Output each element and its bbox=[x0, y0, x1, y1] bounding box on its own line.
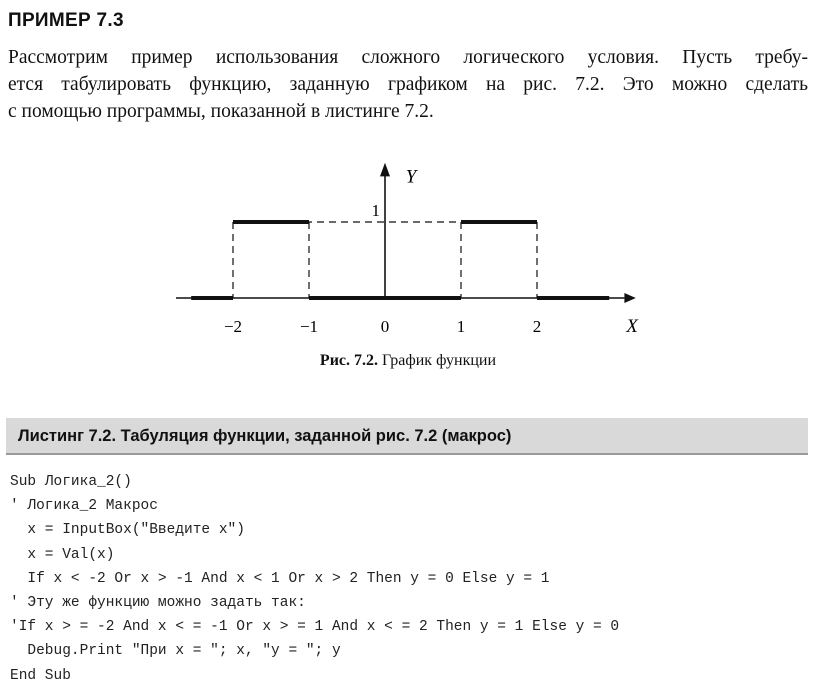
figure-caption bbox=[0, 352, 816, 370]
y-axis-label: Y bbox=[405, 166, 417, 188]
listing-title: Листинг 7.2. Табуляция функции, заданной рис. 7.2 (макрос) bbox=[18, 427, 512, 445]
x-tick-label: 2 bbox=[532, 317, 542, 336]
x-axis-label: X bbox=[626, 316, 638, 337]
code-line: If x < -2 Or x > -1 And x < 1 Or x > 2 Then y = 0 Else y = 1 bbox=[10, 570, 550, 587]
code-listing bbox=[10, 470, 619, 688]
code-line: ' Эту же функцию можно задать так: bbox=[10, 594, 306, 611]
paragraph-line: Рассмотрим пример использования сложного логического условия. Пусть требу- bbox=[8, 47, 808, 68]
y-tick-label: 1 bbox=[371, 201, 380, 220]
x-tick-label: 1 bbox=[456, 317, 466, 336]
code-line: Debug.Print "При x = "; x, "y = "; y bbox=[10, 643, 341, 660]
code-line: 'If x > = -2 And x < = -1 Or x > = 1 And x < = 2 Then y = 1 Else y = 0 bbox=[10, 619, 620, 636]
example-heading: ПРИМЕР 7.3 bbox=[8, 10, 124, 31]
code-line: End Sub bbox=[10, 667, 71, 684]
paragraph-line: ется табулировать функцию, заданную графиком на рис. 7.2. Это можно сделать bbox=[8, 74, 808, 95]
figure-label: Рис. 7.2. bbox=[319, 352, 379, 369]
x-tick-label: 0 bbox=[380, 317, 390, 336]
x-axis-arrow-icon bbox=[624, 293, 635, 303]
code-line: ' Логика_2 Макрос bbox=[10, 498, 158, 515]
listing-title-bar bbox=[6, 418, 808, 455]
code-line: x = InputBox("Введите x") bbox=[10, 522, 245, 539]
x-tick-label: −1 bbox=[299, 317, 319, 336]
function-graph bbox=[0, 150, 816, 350]
code-line: x = Val(x) bbox=[10, 546, 115, 563]
x-tick-label: −2 bbox=[223, 317, 243, 336]
figure-title: График функции bbox=[382, 352, 497, 369]
intro-paragraph bbox=[8, 44, 808, 125]
y-axis-arrow-icon bbox=[380, 163, 390, 177]
paragraph-line: с помощью программы, показанной в листинге 7.2. bbox=[8, 101, 434, 122]
code-line: Sub Логика_2() bbox=[10, 474, 132, 490]
